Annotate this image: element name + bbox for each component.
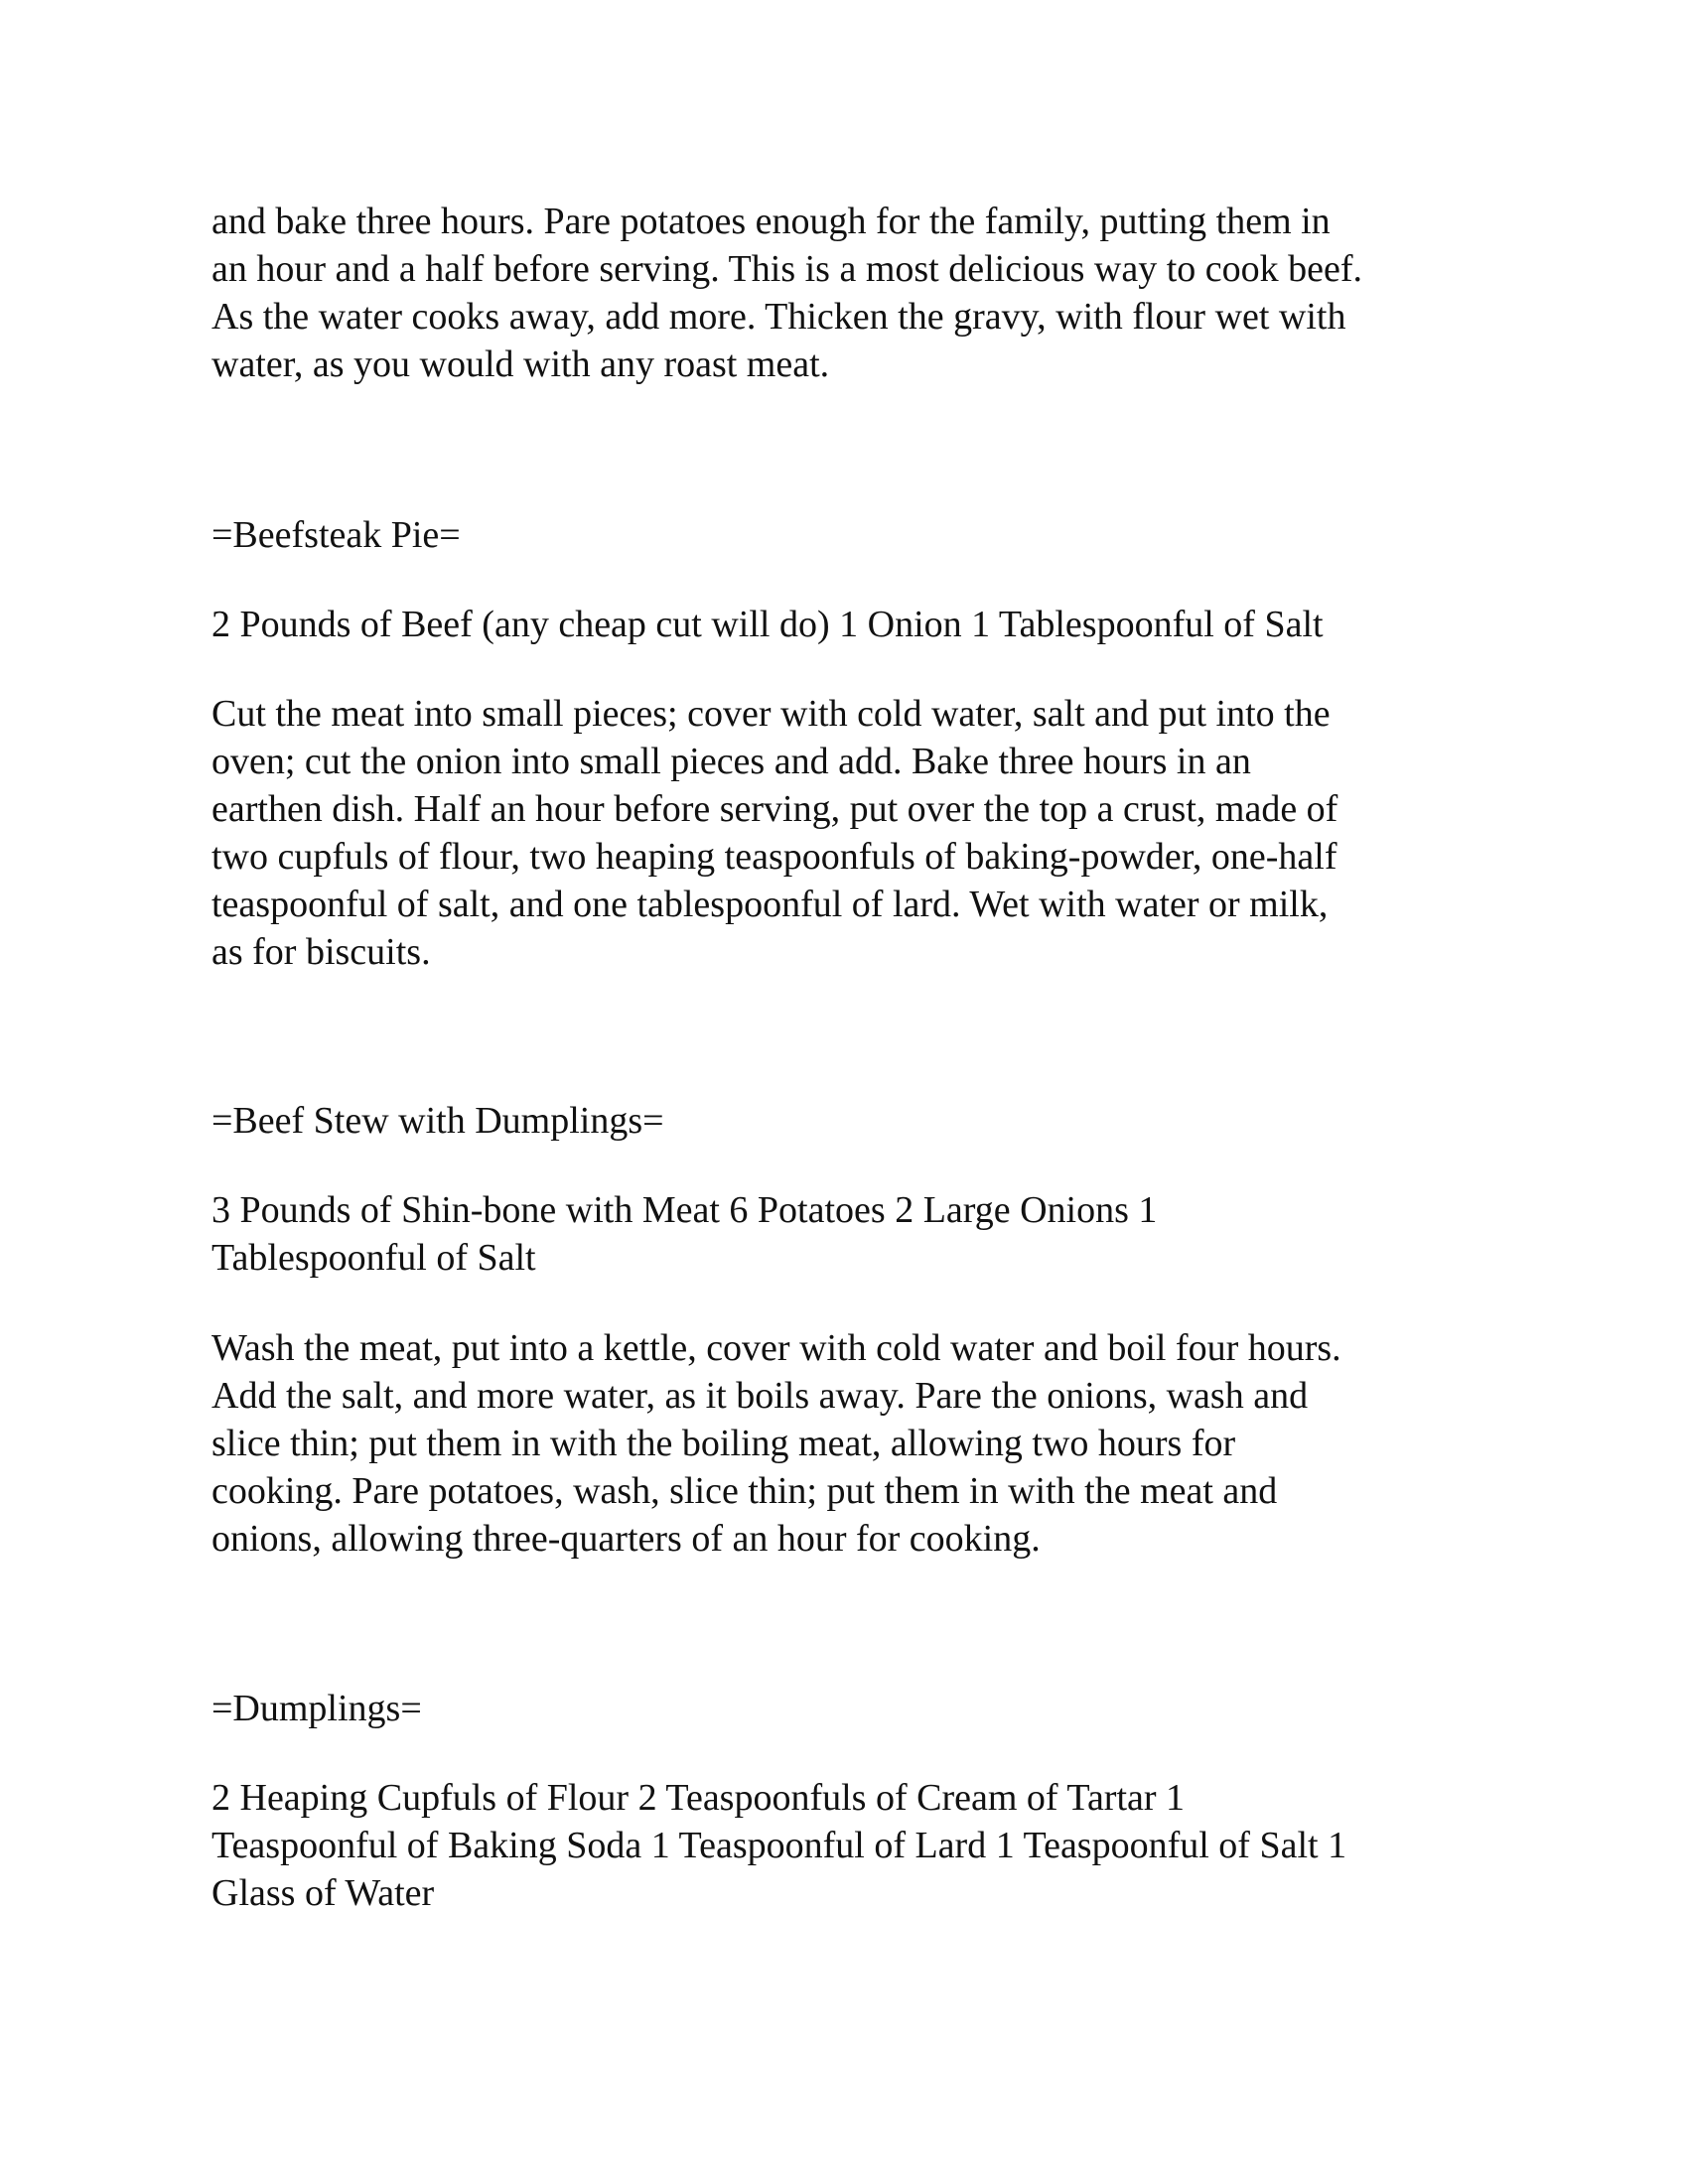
directions-beef-stew: Wash the meat, put into a kettle, cover with cold water and boil four hours. Add the salt, and more water, as it boils away. Pare the onions, wash and slice thin; put them in with the boiling meat, allowing two hours for cooking. Pare potatoes, wash, slice thin; put them in with the meat and onions, allowing three-quarters of an hour for cooking. [211,1327,1341,1560]
recipe-title-dumplings: =Dumplings= [211,1688,422,1729]
ingredients-beef-stew: 3 Pounds of Shin-bone with Meat 6 Potatoes 2 Large Onions 1 Tablespoonful of Salt [211,1189,1158,1279]
ingredients-beefsteak-pie: 2 Pounds of Beef (any cheap cut will do) 1 Onion 1 Tablespoonful of Salt [211,604,1324,645]
recipe-title-beefsteak-pie: =Beefsteak Pie= [211,514,461,556]
recipe-title-beef-stew: =Beef Stew with Dumplings= [211,1100,664,1142]
directions-beefsteak-pie: Cut the meat into small pieces; cover with cold water, salt and put into the oven; cut the onion into small pieces and add. Bake three hours in an earthen dish. Half an hour before serving, put over the top a crust, made of two cupfuls of flour, two heaping teaspoonfuls of baking-powder, one-half teaspoonful of salt, and one tablespoonful of lard. Wet with water or milk, as for biscuits. [211,693,1338,973]
intro-paragraph: and bake three hours. Pare potatoes enough for the family, putting them in an hour and a half before serving. This is a most delicious way to cook beef. As the water cooks away, add more. Thicken the gravy, with flour wet with water, as you would with any roast meat. [211,201,1363,385]
ingredients-dumplings: 2 Heaping Cupfuls of Flour 2 Teaspoonfuls of Cream of Tartar 1 Teaspoonful of Baking Soda 1 Teaspoonful of Lard 1 Teaspoonful of Salt 1 Glass of Water [211,1777,1347,1914]
